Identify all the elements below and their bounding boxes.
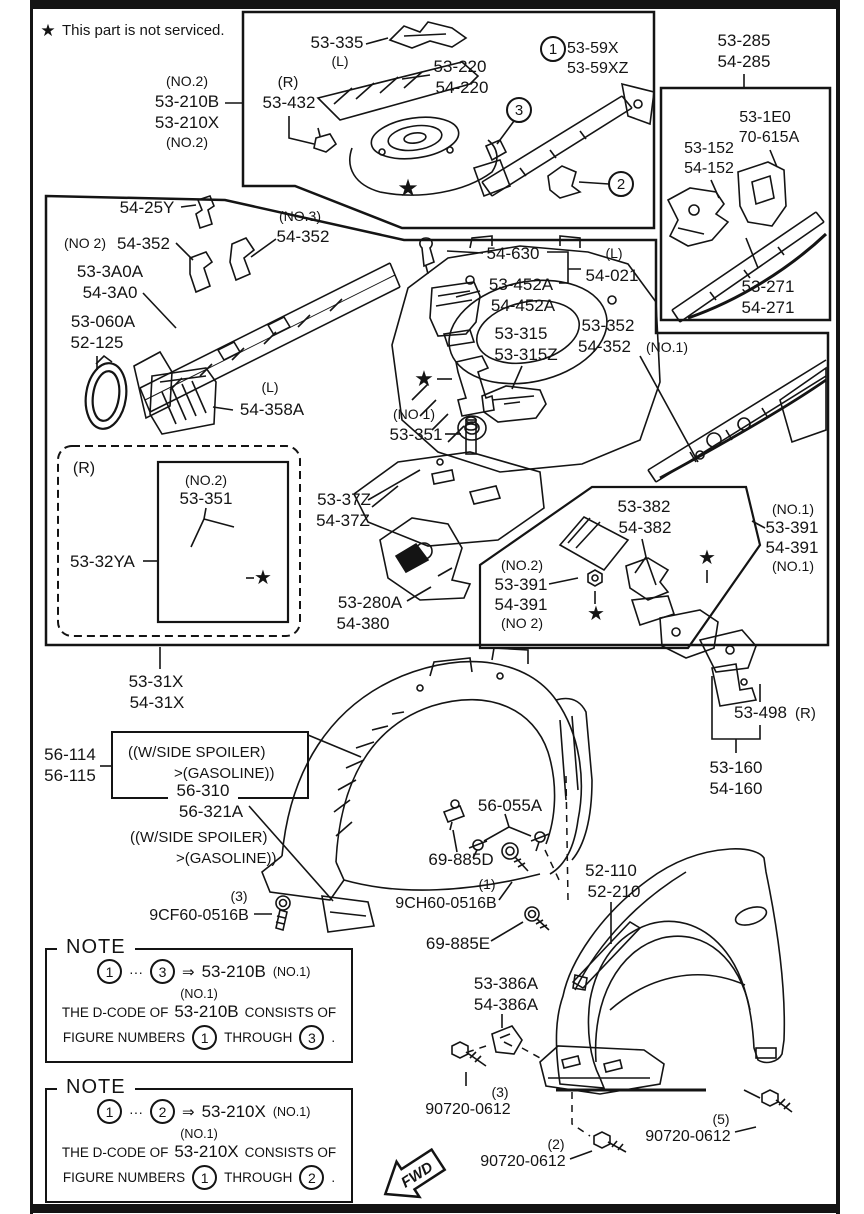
dashed-reference-lines: [468, 776, 590, 1136]
label-52-125: 52-125: [70, 333, 124, 352]
label-gasoline-2: >(GASOLINE)): [176, 850, 277, 867]
note-sub: (NO.1): [180, 987, 218, 1001]
part-53-386A-clip: [492, 1026, 522, 1054]
note-sub: (NO.1): [180, 1127, 218, 1141]
label-53-1E0: 53-1E0: [739, 109, 791, 126]
note-equation: [97, 1099, 351, 1124]
label-53-31X: 53-31X: [128, 672, 184, 691]
bolt-90720-0612-5-icon: [762, 1090, 792, 1112]
label-56-114: 56-114: [44, 745, 96, 764]
figure-circle: 1: [97, 959, 122, 984]
label-54-271: 54-271: [741, 298, 795, 317]
label-53-391-no1: 53-391: [765, 518, 819, 537]
label-L2: (L): [261, 379, 279, 395]
note-body-pre: THE D-CODE OF: [61, 1145, 169, 1160]
part-53-59X-rail: [474, 84, 654, 196]
label-qty-1: (1): [478, 876, 496, 892]
part-53-452A: [430, 282, 480, 346]
label-52-110: 52-110: [585, 861, 637, 880]
label-54-391-no2: 54-391: [494, 595, 548, 614]
dots: ···: [129, 1103, 143, 1120]
label-qty-2: (2): [547, 1136, 565, 1152]
label-52-210: 52-210: [587, 882, 641, 901]
figure-3-callout: 3: [514, 102, 524, 119]
part-54-352-no2: [190, 252, 212, 292]
figure-circle: 3: [299, 1025, 324, 1050]
label-9CF60-0516B: 9CF60-0516B: [149, 907, 249, 924]
label-54-630: 54-630: [486, 244, 540, 263]
label-69-885E: 69-885E: [425, 934, 491, 953]
label-54-25Y: 54-25Y: [119, 198, 175, 217]
bolt-90720-0612-3-icon: [452, 1042, 486, 1066]
label-54-31X: 54-31X: [129, 693, 185, 712]
label-54-386A: 54-386A: [473, 995, 539, 1014]
figure-circle: 3: [150, 959, 175, 984]
label-54-452A: 54-452A: [490, 296, 556, 315]
label-53-59X: 53-59X: [567, 40, 619, 57]
note-fig-pre: FIGURE NUMBERS: [62, 1030, 186, 1045]
label-90720-0612-c: 90720-0612: [645, 1128, 731, 1145]
label-54-285: 54-285: [717, 52, 771, 71]
note-body-code: 53-210B: [174, 1002, 239, 1021]
not-serviced-note: This part is not serviced.: [62, 22, 225, 39]
label-53-280A: 53-280A: [337, 593, 403, 612]
label-L3: (L): [605, 245, 623, 261]
star-icon: ★: [40, 21, 56, 40]
label-53-32YA: 53-32YA: [70, 552, 135, 571]
note-body: [47, 1142, 351, 1162]
clip-69-885D-icon: [444, 800, 464, 830]
note-code: 53-210B: [201, 961, 266, 981]
fwd-label: FWD: [398, 1158, 437, 1192]
note-code-suffix: (NO.1): [272, 964, 311, 979]
arrow-icon: ⇒: [182, 1103, 195, 1121]
label-54-352-no3: 54-352: [276, 227, 330, 246]
label-53-59XZ: 53-59XZ: [567, 60, 629, 77]
label-90720-0612-b: 90720-0612: [480, 1153, 566, 1170]
arrow-icon: ⇒: [182, 963, 195, 981]
note-figures: [47, 1165, 351, 1190]
note-figures: [47, 1025, 351, 1050]
label-side-spoiler-2: ((W/SIDE SPOILER): [130, 829, 268, 846]
label-56-310: 56-310: [176, 781, 230, 800]
note-body-code: 53-210X: [174, 1142, 239, 1161]
star-icon: ★: [397, 175, 419, 202]
star-icon: ★: [698, 547, 716, 569]
label-53-37Z: 53-37Z: [317, 490, 371, 509]
label-qty-3a: (3): [230, 888, 248, 904]
label-qty-3b: (3): [491, 1084, 509, 1100]
label-no1-inline: (NO.1): [646, 339, 688, 355]
label-gasoline-1: >(GASOLINE)): [174, 765, 275, 782]
dots: ···: [129, 963, 143, 980]
part-bracket-fig2: [548, 166, 580, 198]
label-9CH60-0516B: 9CH60-0516B: [395, 895, 497, 912]
part-53-152: [668, 188, 728, 246]
label-53-432: 53-432: [262, 93, 316, 112]
label-no1-391b: (NO.1): [772, 558, 814, 574]
label-no2-391b: (NO 2): [501, 615, 543, 631]
label-53-152: 53-152: [684, 140, 734, 157]
label-53-498-R: (R): [795, 705, 816, 722]
label-53-382: 53-382: [617, 497, 671, 516]
part-54-352-no3: [230, 238, 254, 280]
main-assembly-box: [46, 196, 828, 645]
label-53-220: 53-220: [433, 57, 487, 76]
note-fig-mid: THROUGH: [224, 1170, 293, 1185]
label-56-055A: 56-055A: [477, 796, 543, 815]
label-53-386A: 53-386A: [473, 974, 539, 993]
screw-9CH60-0516B-icon: [502, 843, 528, 871]
star-icon: ★: [587, 603, 605, 625]
label-54-391-no1: 54-391: [765, 538, 819, 557]
note-equation: [97, 959, 351, 984]
label-L: (L): [331, 53, 349, 69]
figure-2-callout: 2: [616, 176, 626, 193]
note-title: NOTE: [57, 936, 135, 959]
figure-circle: 1: [192, 1025, 217, 1050]
label-no2-inline: (NO 2): [64, 235, 106, 251]
label-53-160: 53-160: [709, 758, 763, 777]
note-fig-end: .: [331, 1030, 336, 1045]
figure-circle: 1: [192, 1165, 217, 1190]
label-qty-5: (5): [712, 1111, 730, 1127]
label-54-352-no1: 54-352: [578, 337, 631, 356]
note-code: 53-210X: [201, 1101, 266, 1121]
label-54-021: 54-021: [585, 266, 639, 285]
note-body-post: CONSISTS OF: [244, 1145, 337, 1160]
label-56-321A: 56-321A: [178, 802, 244, 821]
label-53-210B: 53-210B: [154, 92, 220, 111]
label-53-3A0A: 53-3A0A: [76, 262, 144, 281]
label-53-060A: 53-060A: [70, 312, 136, 331]
figure-1-callout: 1: [548, 41, 558, 58]
label-90720-0612-a: 90720-0612: [425, 1101, 511, 1118]
bolt-90720-0612-2-icon: [594, 1132, 626, 1152]
label-no2-inner: (NO.2): [185, 472, 227, 488]
part-53-351-pin: [465, 417, 477, 454]
note-body-post: CONSISTS OF: [244, 1005, 337, 1020]
label-53-210X: 53-210X: [154, 113, 220, 132]
label-53-391-no2: 53-391: [494, 575, 548, 594]
label-R: (R): [277, 74, 299, 91]
part-wheel-liner: [262, 648, 592, 932]
label-69-885D: 69-885D: [428, 850, 494, 869]
fwd-direction-arrow: [374, 1142, 450, 1212]
label-53-271: 53-271: [741, 277, 795, 296]
note-fig-end: .: [331, 1170, 336, 1185]
label-side-spoiler-1: ((W/SIDE SPOILER): [128, 744, 266, 761]
label-56-115: 56-115: [44, 766, 96, 785]
label-53-452A: 53-452A: [488, 275, 554, 294]
note-code-suffix: (NO.1): [272, 1104, 311, 1119]
label-54-380: 54-380: [336, 614, 390, 633]
part-53-498-cluster: [660, 610, 756, 706]
label-54-382: 54-382: [618, 518, 672, 537]
part-53-1E0: [738, 162, 786, 226]
label-54-152: 54-152: [684, 160, 734, 177]
label-no2-bottom: (NO.2): [166, 134, 208, 150]
figure-circle: 2: [150, 1099, 175, 1124]
label-54-37Z: 54-37Z: [316, 511, 370, 530]
label-no2-391: (NO.2): [501, 557, 543, 573]
label-54-358A: 54-358A: [239, 400, 305, 419]
figure-circle: 2: [299, 1165, 324, 1190]
label-53-351-inner: 53-351: [179, 489, 233, 508]
part-53-060A-ring: [82, 356, 131, 431]
label-53-285: 53-285: [717, 31, 771, 50]
label-no2-top: (NO.2): [166, 73, 208, 89]
part-54-630: [420, 238, 434, 274]
label-53-335: 53-335: [310, 33, 364, 52]
label-R-dashed: (R): [72, 460, 96, 477]
screw-69-885E-icon: [525, 907, 549, 930]
note-fig-pre: FIGURE NUMBERS: [62, 1170, 186, 1185]
note-body-pre: THE D-CODE OF: [61, 1005, 169, 1020]
label-54-352-no2: 54-352: [117, 234, 170, 253]
label-70-615A: 70-615A: [738, 129, 800, 146]
label-53-498: 53-498: [734, 703, 787, 722]
label-no1-391: (NO.1): [772, 501, 814, 517]
label-54-3A0: 54-3A0: [82, 283, 138, 302]
label-54-220: 54-220: [435, 78, 489, 97]
note-fig-mid: THROUGH: [224, 1030, 293, 1045]
label-no1: (NO 1): [393, 406, 435, 422]
part-53-432: [314, 128, 336, 152]
note-box-53-210B: [45, 936, 353, 1063]
label-54-160: 54-160: [709, 779, 763, 798]
note-body: [47, 1002, 351, 1022]
label-53-315: 53-315: [494, 324, 548, 343]
figure-circle: 1: [97, 1099, 122, 1124]
label-no3: (NO.3): [279, 208, 321, 224]
note-box-53-210X: [45, 1076, 353, 1203]
note-title: NOTE: [57, 1076, 135, 1099]
bolt-9CF60-0516B-icon: [276, 896, 290, 930]
part-53-335: [390, 22, 466, 48]
star-icon: ★: [254, 567, 272, 589]
part-53-280A: [380, 518, 470, 600]
part-53-315: [482, 386, 546, 422]
label-53-315Z: 53-315Z: [494, 345, 558, 364]
label-53-352: 53-352: [581, 316, 635, 335]
label-53-351: 53-351: [389, 425, 443, 444]
star-icon: ★: [414, 366, 434, 391]
